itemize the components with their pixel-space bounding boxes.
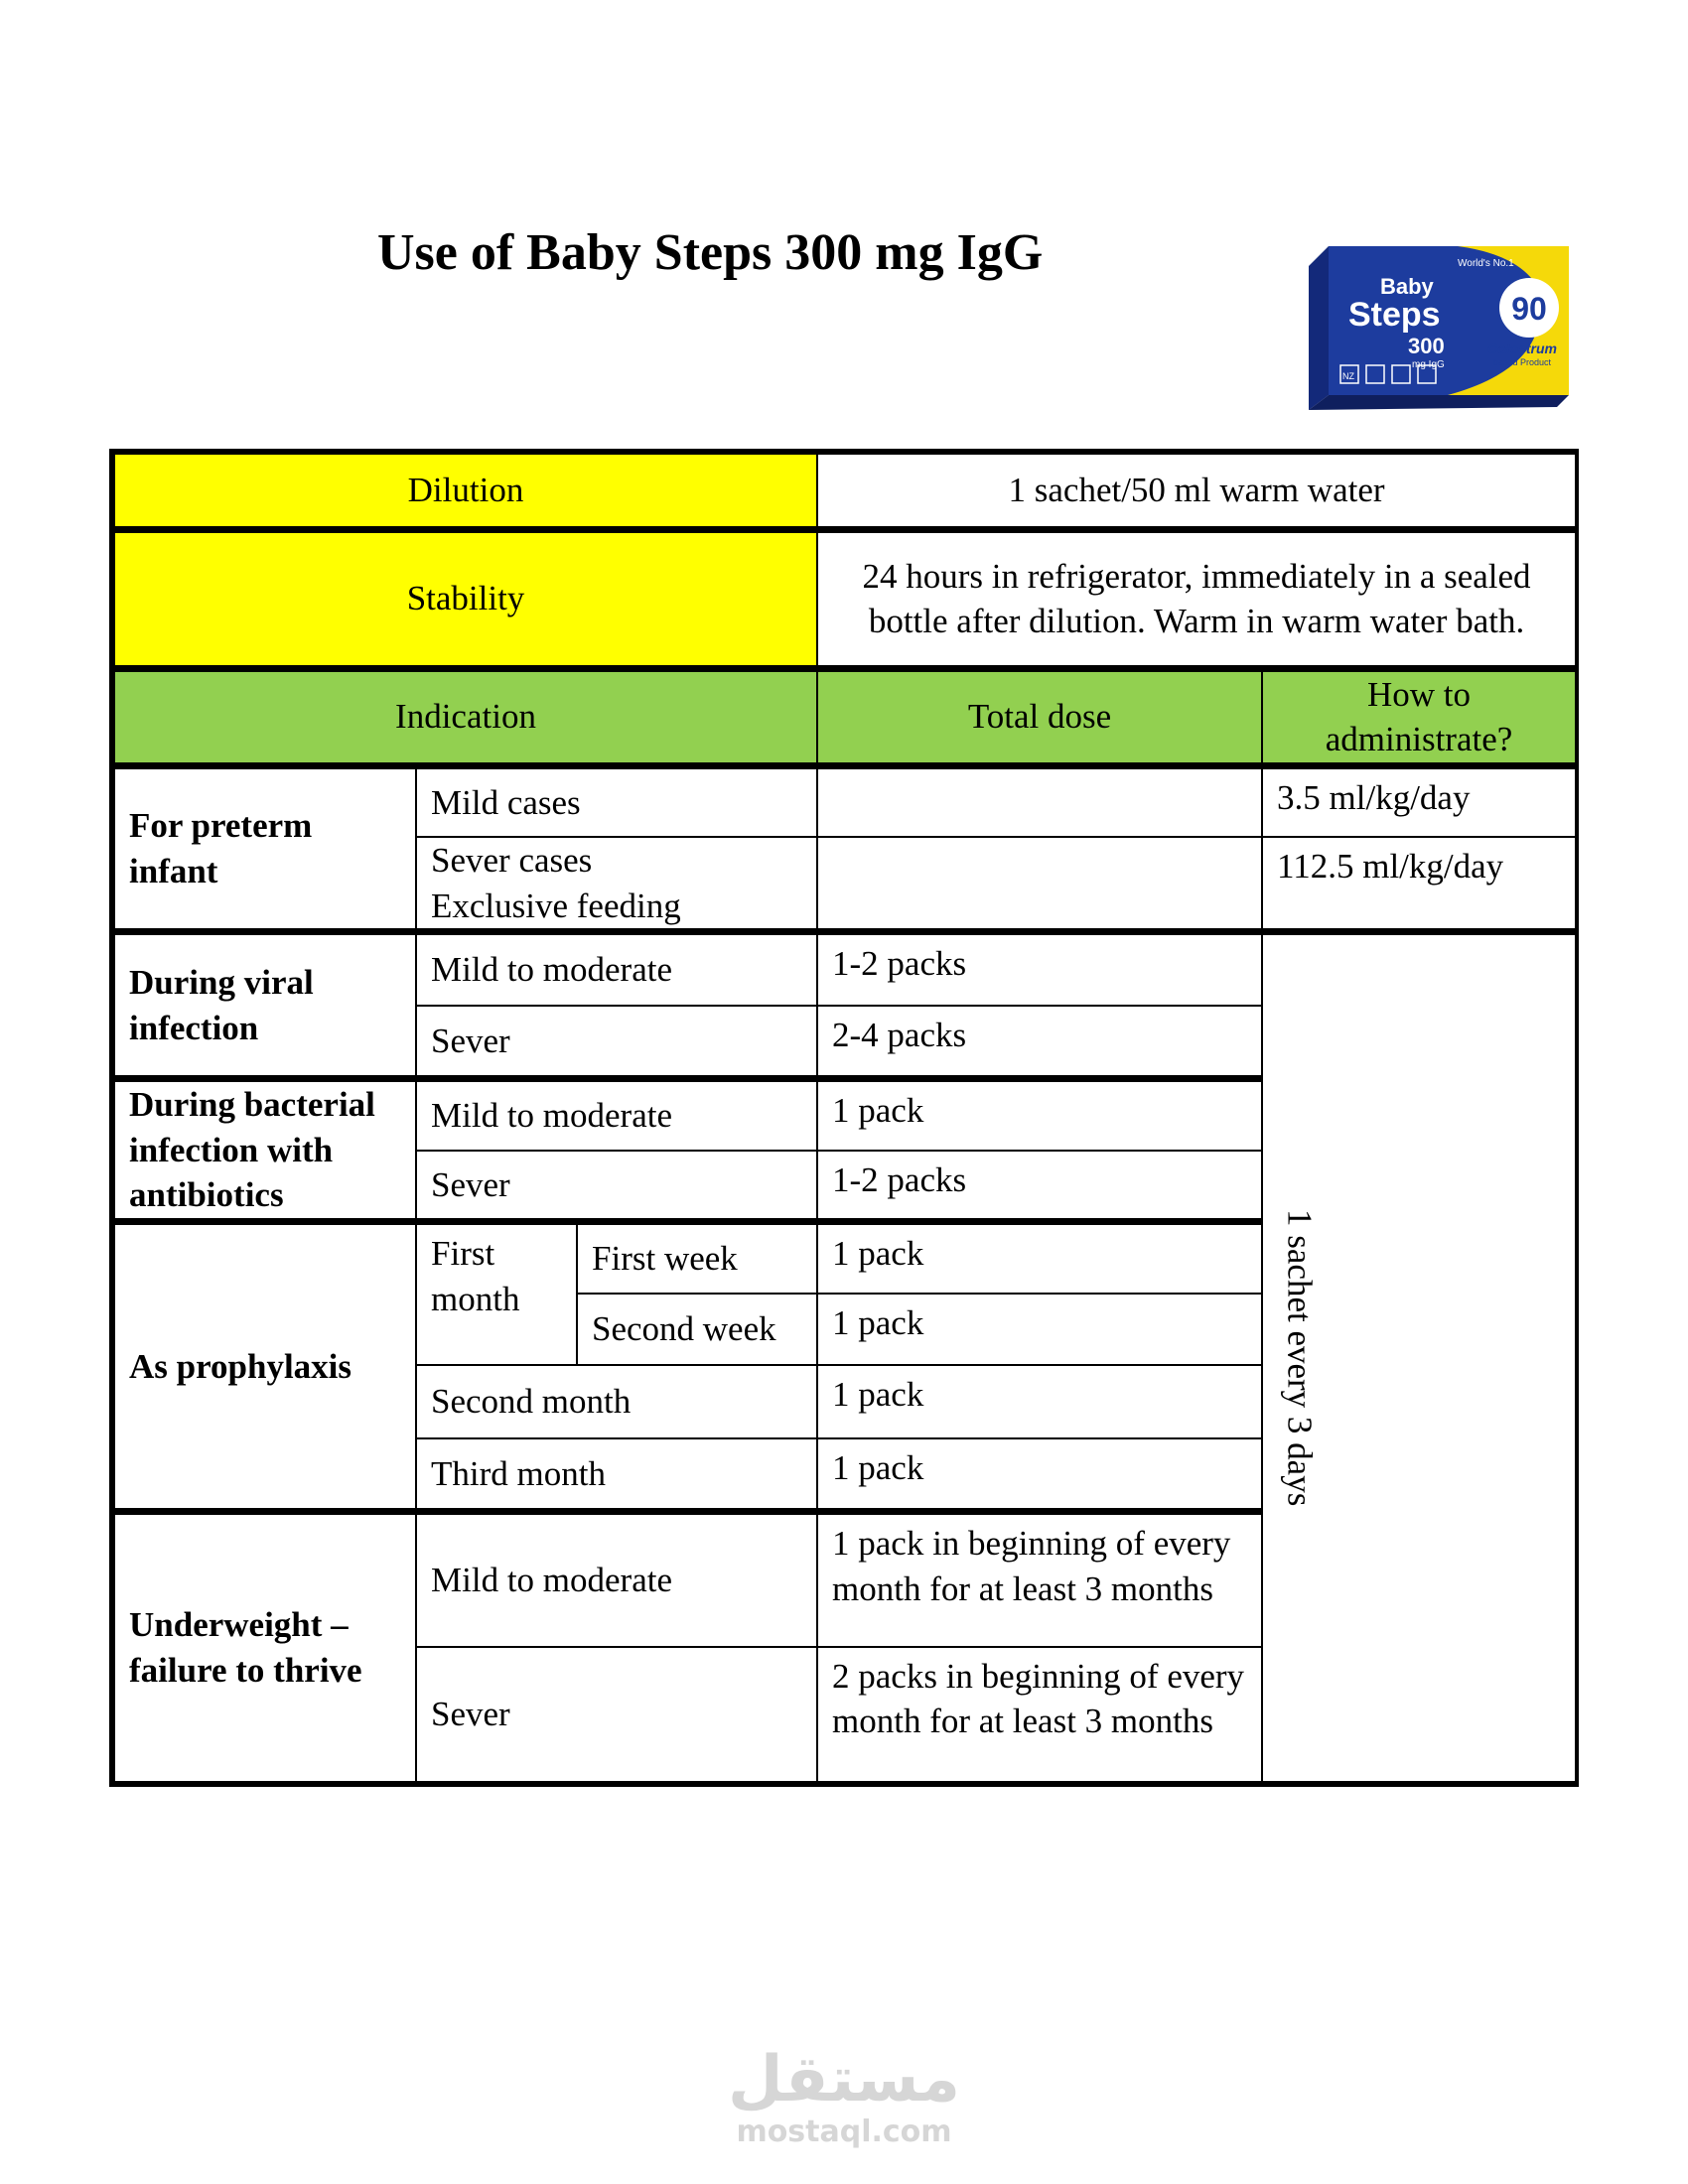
prophylaxis-first-week-dose: 1 pack	[817, 1222, 1262, 1294]
header-how: How to administrate?	[1262, 668, 1576, 765]
prophylaxis-third-month-dose: 1 pack	[817, 1438, 1262, 1512]
watermark-logo: مستقل	[727, 2043, 961, 2116]
page-title: Use of Baby Steps 300 mg IgG	[377, 224, 1044, 281]
preterm-severe	[416, 837, 817, 932]
bacterial-mild-dose: 1 pack	[817, 1079, 1262, 1151]
stability-row	[114, 529, 1576, 668]
header-total-dose: Total dose	[817, 668, 1262, 765]
prophylaxis-second-week: Second week	[577, 1294, 817, 1365]
underweight-severe-dose: 2 packs in beginning of every month for at least 3 months	[817, 1647, 1262, 1782]
header-indication: Indication	[114, 668, 817, 765]
product-box-image	[1309, 226, 1569, 415]
how-merged-text: 1 sachet every 3 days	[1280, 1209, 1320, 1507]
viral-severe-dose: 2-4 packs	[817, 1006, 1262, 1079]
underweight-severe: Sever	[416, 1647, 817, 1782]
bacterial-label: During bacterial infection with antibiotics	[114, 1079, 416, 1222]
watermark-url: mostaql.com	[736, 2115, 952, 2150]
viral-label: During viral infection	[114, 932, 416, 1079]
svg-text:World's No.1: World's No.1	[1458, 258, 1514, 269]
underweight-mild-dose: 1 pack in beginning of every month for at least 3 months	[817, 1512, 1262, 1647]
dosage-table	[109, 449, 1579, 1787]
preterm-mild: Mild cases	[416, 765, 817, 837]
viral-mild: Mild to moderate	[416, 932, 817, 1006]
bacterial-mild: Mild to moderate	[416, 1079, 817, 1151]
svg-text:NZ: NZ	[1342, 371, 1354, 381]
viral-mild-dose: 1-2 packs	[817, 932, 1262, 1006]
watermark	[685, 2045, 1003, 2149]
prophylaxis-label: As prophylaxis	[114, 1222, 416, 1512]
svg-text:Colostrum: Colostrum	[1487, 341, 1557, 356]
svg-text:based Product: based Product	[1493, 357, 1552, 367]
product-count: 90	[1511, 291, 1547, 327]
preterm-severe-dose	[817, 837, 1262, 932]
stability-value: 24 hours in refrigerator, immediately in a sealed bottle after dilution. Warm in warm water bath.	[817, 529, 1576, 668]
preterm-mild-how: 3.5 ml/kg/day	[1262, 765, 1576, 837]
svg-text:Baby: Baby	[1380, 274, 1434, 299]
bacterial-severe: Sever	[416, 1151, 817, 1222]
svg-text:mg IgG: mg IgG	[1412, 359, 1445, 370]
prophylaxis-second-week-dose: 1 pack	[817, 1294, 1262, 1365]
prophylaxis-first-week: First week	[577, 1222, 817, 1294]
preterm-severe-how: 112.5 ml/kg/day	[1262, 837, 1576, 932]
dilution-value: 1 sachet/50 ml warm water	[817, 454, 1576, 529]
prophylaxis-second-month-dose: 1 pack	[817, 1365, 1262, 1438]
dilution-label: Dilution	[114, 454, 817, 529]
header-row	[114, 668, 1576, 765]
viral-mild-row	[114, 932, 1576, 1006]
dilution-row	[114, 454, 1576, 529]
viral-severe: Sever	[416, 1006, 817, 1079]
underweight-mild: Mild to moderate	[416, 1512, 817, 1647]
svg-text:300: 300	[1408, 334, 1445, 358]
preterm-mild-dose	[817, 765, 1262, 837]
preterm-severe-line2: Exclusive feeding	[431, 886, 681, 925]
prophylaxis-third-month: Third month	[416, 1438, 817, 1512]
prophylaxis-second-month: Second month	[416, 1365, 817, 1438]
prophylaxis-first-month: First month	[416, 1222, 577, 1365]
preterm-label: For preterm infant	[114, 765, 416, 932]
underweight-label: Underweight – failure to thrive	[114, 1512, 416, 1782]
stability-label: Stability	[114, 529, 817, 668]
svg-text:Steps: Steps	[1348, 296, 1441, 334]
bacterial-severe-dose: 1-2 packs	[817, 1151, 1262, 1222]
how-merged-cell	[1262, 932, 1576, 1782]
preterm-severe-line1: Sever cases	[431, 841, 593, 880]
preterm-mild-row	[114, 765, 1576, 837]
